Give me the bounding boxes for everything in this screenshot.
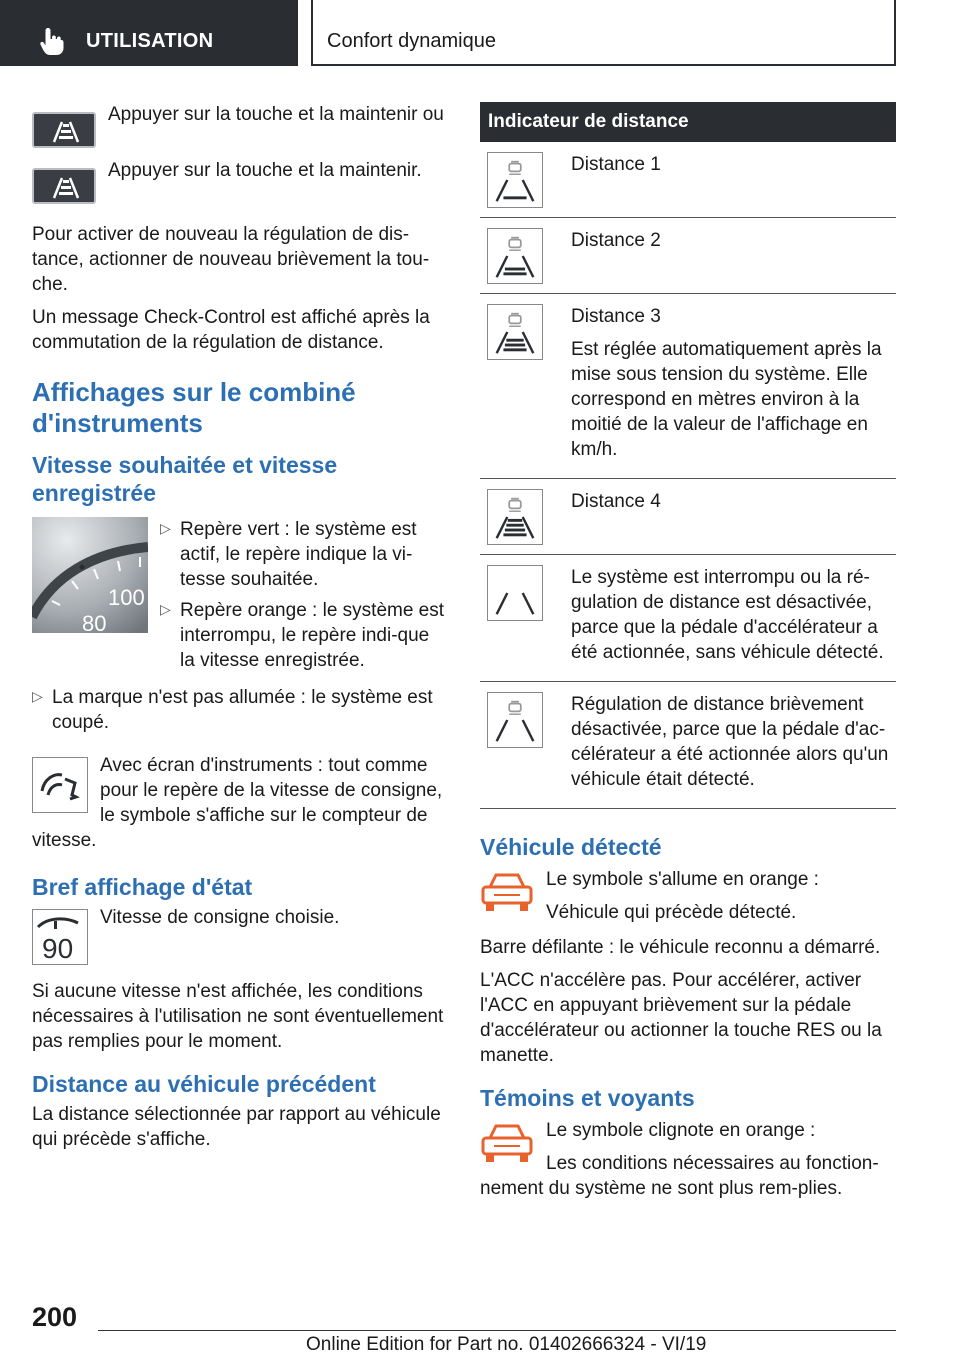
page-number: 200 bbox=[32, 1302, 78, 1332]
heading-brief: Bref affichage d'état bbox=[32, 874, 253, 900]
chapter-tab bbox=[311, 0, 896, 66]
right-column bbox=[480, 102, 896, 1201]
button-1-text: Appuyer sur la touche et la maintenir ou bbox=[108, 104, 444, 125]
bullet-green: ▷ Repère vert : le système est actif, le repère indique la vi-tesse souhaitée. bbox=[160, 519, 417, 590]
button-2-text: Appuyer sur la touche et la maintenir. bbox=[108, 160, 422, 181]
bullet-orange: ▷ Repère orange : le système est interrompu, le repère indi-que la vitesse enregistrée. bbox=[160, 600, 445, 671]
gauge-number-100: 100 bbox=[108, 585, 145, 610]
bullet-off: ▷ La marque n'est pas allumée : le système est coupé. bbox=[32, 687, 433, 733]
chapter-title: Confort dynamique bbox=[327, 30, 496, 52]
table-row bbox=[480, 682, 896, 809]
heading-distance: Distance au véhicule précédent bbox=[32, 1071, 376, 1097]
table-row bbox=[480, 218, 896, 294]
bullet-triangle-icon: ▷ bbox=[160, 520, 171, 536]
footer-edition: Online Edition for Part no. 01402666324 - VI/19 bbox=[306, 1334, 707, 1355]
paragraph-nospeed: Si aucune vitesse n'est affichée, les conditions nécessaires à l'utilisation ne sont éventuellement pas remplies pour le moment. bbox=[32, 981, 444, 1052]
hand-icon bbox=[38, 26, 66, 56]
button-row-1 bbox=[32, 102, 447, 148]
set-speed-symbol-icon bbox=[32, 909, 88, 965]
table-row-text: Distance 3 bbox=[571, 306, 661, 327]
speed-gauge-section bbox=[32, 517, 447, 679]
left-column bbox=[32, 102, 447, 1152]
table-row-text: Régulation de distance brièvement désactivée, parce que la pédale d'ac-célérateur a été actionnée alors qu'un véhicule était détecté. bbox=[571, 694, 889, 790]
table-row-text: Le système est interrompu ou la ré-gulation de distance est désactivée, parce que la pédale d'accélérateur a été actionnée, sans véhicule détecté. bbox=[571, 567, 884, 663]
bullet-triangle-icon: ▷ bbox=[32, 688, 43, 704]
heading-detected: Véhicule détecté bbox=[480, 834, 662, 860]
bullet-triangle-icon: ▷ bbox=[160, 601, 171, 617]
table-row bbox=[480, 479, 896, 555]
table-row bbox=[480, 294, 896, 479]
distance-indicator-icon bbox=[487, 692, 543, 748]
paragraph-blink: Le symbole clignote en orange : bbox=[546, 1120, 816, 1141]
distance-indicator-icon bbox=[487, 228, 543, 284]
paragraph-distance: La distance sélectionnée par rapport au véhicule qui précède s'affiche. bbox=[32, 1104, 441, 1150]
table-row-text: Distance 4 bbox=[571, 491, 661, 512]
paragraph-acc: L'ACC n'accélère pas. Pour accélérer, activer l'ACC en appuyant brièvement sur la pédale d'accélérateur ou actionner la touche RES ou la manette. bbox=[480, 970, 882, 1066]
distance-table bbox=[480, 142, 896, 809]
distance-button-icon bbox=[32, 112, 96, 148]
table-header: Indicateur de distance bbox=[480, 102, 896, 142]
distance-indicator-icon bbox=[487, 152, 543, 208]
paragraph-preceding: Véhicule qui précède détecté. bbox=[546, 902, 797, 923]
paragraph-bar: Barre défilante : le véhicule reconnu a démarré. bbox=[480, 937, 881, 958]
paragraph-reactivate: Pour activer de nouveau la régulation de dis-tance, actionner de nouveau brièvement la tou-che. bbox=[32, 224, 430, 295]
speedometer-gauge-image bbox=[32, 517, 148, 633]
paragraph-orange: Le symbole s'allume en orange : bbox=[546, 869, 819, 890]
heading-display: Affichages sur le combiné d'instruments bbox=[32, 377, 356, 438]
heading-lamps: Témoins et voyants bbox=[480, 1085, 695, 1111]
car-warning-icon bbox=[480, 1122, 534, 1166]
table-row-text: Distance 2 bbox=[571, 230, 661, 251]
section-title: UTILISATION bbox=[86, 30, 214, 52]
speed-limit-symbol-icon bbox=[32, 757, 88, 813]
distance-button-icon bbox=[32, 168, 96, 204]
table-row-text: Distance 1 bbox=[571, 154, 661, 175]
table-row bbox=[480, 555, 896, 682]
table-row bbox=[480, 142, 896, 218]
table-row-extra: Est réglée automatiquement après la mise sous tension du système. Elle correspond en mètres environ à la moitié de la valeur de l'affichage en km/h. bbox=[571, 339, 882, 460]
footer-divider bbox=[98, 1330, 896, 1331]
car-detected-icon bbox=[480, 871, 534, 915]
paragraph-setspeed: Vitesse de consigne choisie. bbox=[100, 907, 340, 928]
button-row-2 bbox=[32, 158, 447, 204]
distance-indicator-icon bbox=[487, 565, 543, 621]
paragraph-screen: Avec écran d'instruments : tout comme pour le repère de la vitesse de consigne, le symbole s'affiche sur le compteur de vitesse. bbox=[32, 755, 443, 851]
svg-text:90: 90 bbox=[42, 933, 74, 964]
distance-indicator-icon bbox=[487, 489, 543, 545]
paragraph-checkcontrol: Un message Check-Control est affiché après la commutation de la régulation de distance. bbox=[32, 307, 430, 353]
paragraph-conditions: Les conditions nécessaires au fonction-nement du système ne sont plus rem-plies. bbox=[480, 1153, 879, 1199]
gauge-number-80: 80 bbox=[82, 611, 107, 633]
heading-speed: Vitesse souhaitée et vitesse enregistrée bbox=[32, 452, 338, 506]
section-tab bbox=[0, 0, 298, 66]
distance-indicator-icon bbox=[487, 304, 543, 360]
